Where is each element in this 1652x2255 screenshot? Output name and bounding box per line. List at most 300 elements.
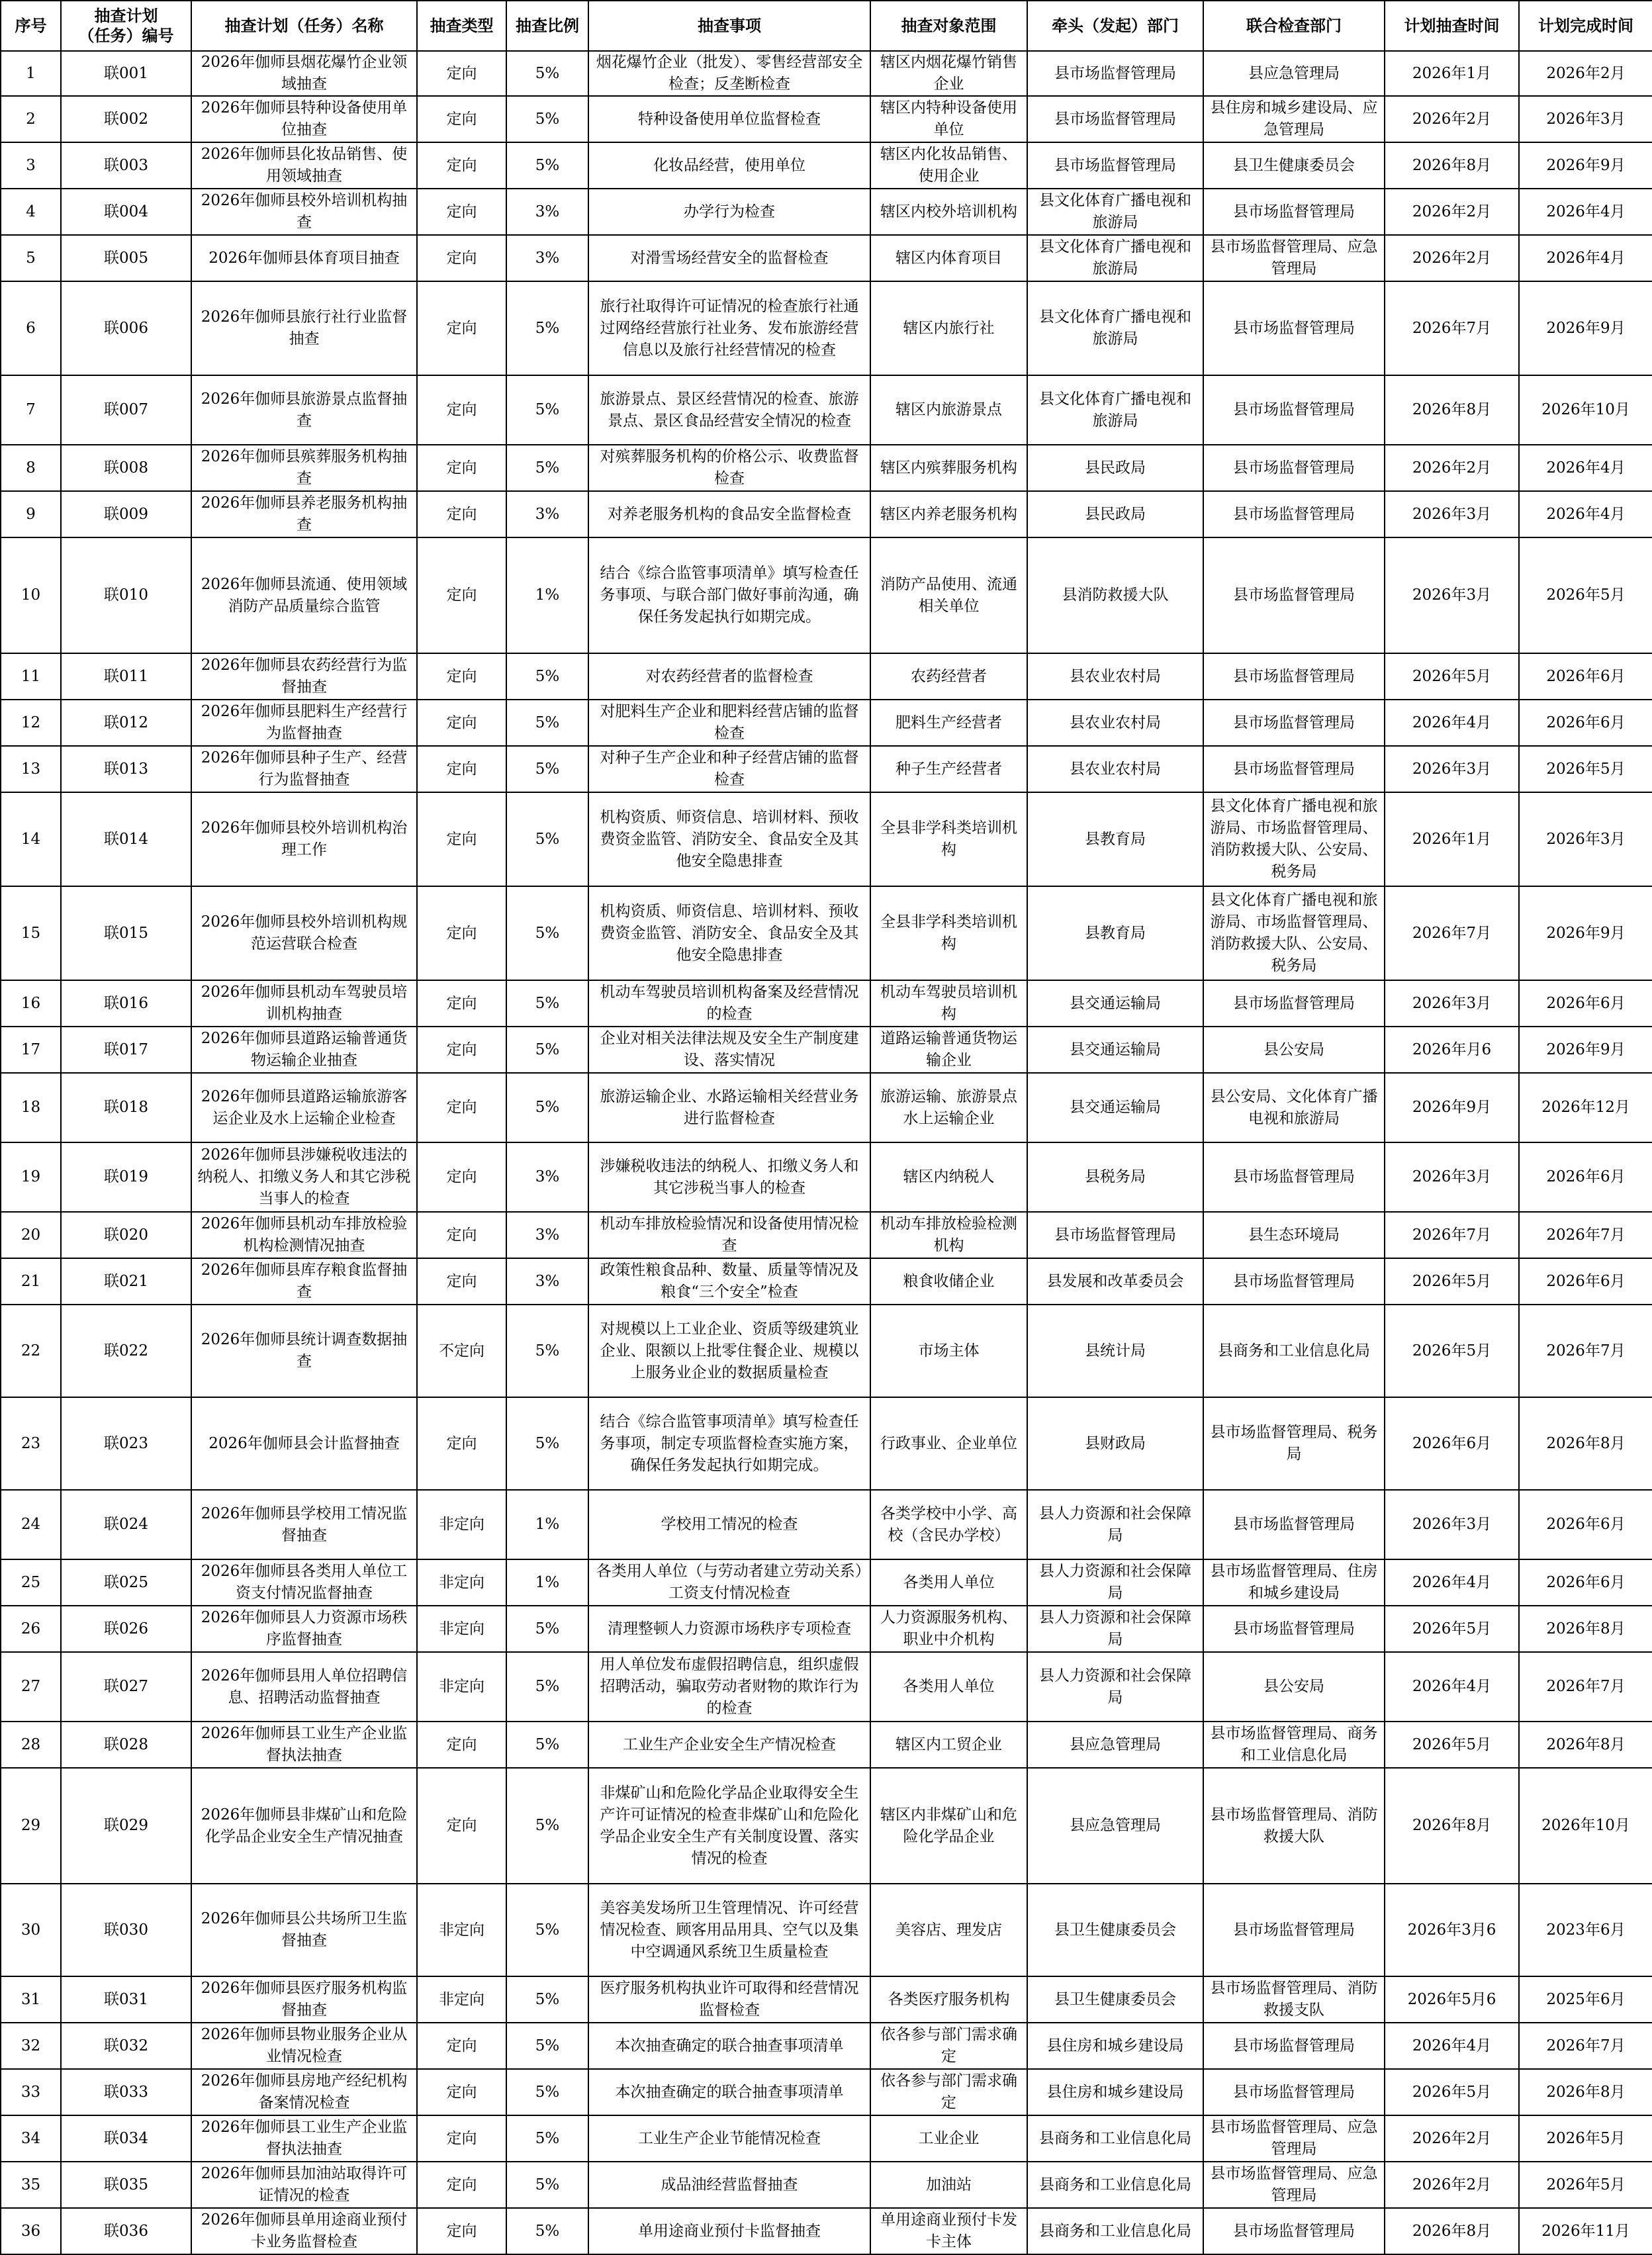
cell-items: 对肥料生产企业和肥料经营店铺的监督检查 [588, 700, 870, 746]
cell-seq: 14 [1, 792, 61, 886]
cell-finish-time: 2026年8月 [1519, 1606, 1652, 1652]
cell-joint-dept: 县市场监督管理局 [1203, 281, 1385, 375]
cell-ratio: 5% [506, 1606, 588, 1652]
table-row [1, 792, 1652, 886]
table-row [1, 2162, 1652, 2208]
cell-lead-dept: 县人力资源和社会保障局 [1027, 1606, 1203, 1652]
cell-joint-dept: 县市场监督管理局、住房和城乡建设局 [1203, 1559, 1385, 1606]
cell-scope: 辖区内化妆品销售、使用企业 [870, 142, 1027, 189]
cell-type: 非定向 [417, 1490, 506, 1559]
cell-type: 定向 [417, 375, 506, 445]
cell-joint-dept: 县卫生健康委员会 [1203, 142, 1385, 189]
cell-type: 定向 [417, 2069, 506, 2115]
cell-seq: 12 [1, 700, 61, 746]
cell-task-name: 2026年伽师县校外培训机构规范运营联合检查 [191, 886, 417, 980]
cell-code: 联029 [61, 1768, 191, 1884]
cell-ratio: 5% [506, 96, 588, 142]
cell-finish-time: 2026年11月 [1519, 2208, 1652, 2254]
cell-items: 机构资质、师资信息、培训材料、预收费资金监管、消防安全、食品安全及其他安全隐患排查 [588, 792, 870, 886]
cell-joint-dept: 县生态环境局 [1203, 1212, 1385, 1258]
cell-code: 联022 [61, 1305, 191, 1397]
cell-plan-time: 2026年2月 [1385, 235, 1519, 281]
cell-code: 联016 [61, 980, 191, 1027]
cell-items: 工业生产企业节能情况检查 [588, 2115, 870, 2162]
cell-scope: 工业企业 [870, 2115, 1027, 2162]
cell-plan-time: 2026年5月6 [1385, 1976, 1519, 2023]
cell-finish-time: 2026年4月 [1519, 189, 1652, 235]
cell-lead-dept: 县发展和改革委员会 [1027, 1258, 1203, 1305]
cell-code: 联001 [61, 51, 191, 96]
cell-scope: 种子生产经营者 [870, 746, 1027, 792]
cell-plan-time: 2026年4月 [1385, 2023, 1519, 2069]
cell-joint-dept: 县商务和工业信息化局 [1203, 1305, 1385, 1397]
cell-seq: 9 [1, 491, 61, 537]
table-row [1, 1212, 1652, 1258]
table-row [1, 1652, 1652, 1722]
cell-scope: 旅游运输、旅游景点水上运输企业 [870, 1073, 1027, 1142]
cell-items: 机构资质、师资信息、培训材料、预收费资金监管、消防安全、食品安全及其他安全隐患排查 [588, 886, 870, 980]
cell-seq: 10 [1, 537, 61, 653]
cell-type: 定向 [417, 1027, 506, 1073]
cell-scope: 各类用人单位 [870, 1652, 1027, 1722]
cell-finish-time: 2026年9月 [1519, 886, 1652, 980]
cell-finish-time: 2026年10月 [1519, 375, 1652, 445]
cell-seq: 11 [1, 653, 61, 700]
cell-code: 联012 [61, 700, 191, 746]
cell-finish-time: 2026年6月 [1519, 1490, 1652, 1559]
cell-joint-dept: 县市场监督管理局 [1203, 1142, 1385, 1212]
cell-ratio: 5% [506, 2115, 588, 2162]
cell-plan-time: 2026年4月 [1385, 1559, 1519, 1606]
cell-joint-dept: 县文化体育广播电视和旅游局、市场监督管理局、消防救援大队、公安局、税务局 [1203, 792, 1385, 886]
table-row [1, 1606, 1652, 1652]
cell-type: 定向 [417, 281, 506, 375]
cell-task-name: 2026年伽师县机动车排放检验机构检测情况抽查 [191, 1212, 417, 1258]
header-task-name: 抽查计划（任务）名称 [191, 1, 417, 51]
cell-scope: 消防产品使用、流通相关单位 [870, 537, 1027, 653]
cell-finish-time: 2026年3月 [1519, 792, 1652, 886]
cell-ratio: 5% [506, 746, 588, 792]
cell-items: 工业生产企业安全生产情况检查 [588, 1722, 870, 1768]
cell-seq: 3 [1, 142, 61, 189]
cell-items: 用人单位发布虚假招聘信息，组织虚假招聘活动，骗取劳动者财物的欺诈行为的检查 [588, 1652, 870, 1722]
cell-joint-dept: 县市场监督管理局 [1203, 980, 1385, 1027]
cell-type: 定向 [417, 445, 506, 491]
cell-items: 单用途商业预付卡监督抽查 [588, 2208, 870, 2254]
cell-finish-time: 2026年9月 [1519, 1027, 1652, 1073]
cell-type: 定向 [417, 189, 506, 235]
cell-ratio: 3% [506, 1212, 588, 1258]
cell-scope: 机动车驾驶员培训机构 [870, 980, 1027, 1027]
table-row [1, 2023, 1652, 2069]
cell-ratio: 5% [506, 2069, 588, 2115]
cell-items: 对规模以上工业企业、资质等级建筑业企业、限额以上批零住餐企业、规模以上服务业企业的数据质量检查 [588, 1305, 870, 1397]
cell-type: 定向 [417, 653, 506, 700]
cell-lead-dept: 县教育局 [1027, 886, 1203, 980]
cell-code: 联035 [61, 2162, 191, 2208]
cell-items: 清理整顿人力资源市场秩序专项检查 [588, 1606, 870, 1652]
cell-scope: 辖区内旅行社 [870, 281, 1027, 375]
cell-lead-dept: 县市场监督管理局 [1027, 96, 1203, 142]
cell-plan-time: 2026年5月 [1385, 653, 1519, 700]
cell-code: 联004 [61, 189, 191, 235]
cell-task-name: 2026年伽师县旅游景点监督抽查 [191, 375, 417, 445]
cell-type: 定向 [417, 235, 506, 281]
cell-task-name: 2026年伽师县体育项目抽查 [191, 235, 417, 281]
cell-plan-time: 2026年8月 [1385, 1768, 1519, 1884]
cell-task-name: 2026年伽师县殡葬服务机构抽查 [191, 445, 417, 491]
table-row [1, 537, 1652, 653]
table-row [1, 142, 1652, 189]
cell-scope: 辖区内非煤矿山和危险化学品企业 [870, 1768, 1027, 1884]
cell-joint-dept: 县市场监督管理局、应急管理局 [1203, 2162, 1385, 2208]
cell-ratio: 1% [506, 537, 588, 653]
cell-code: 联033 [61, 2069, 191, 2115]
cell-scope: 市场主体 [870, 1305, 1027, 1397]
cell-joint-dept: 县市场监督管理局、应急管理局 [1203, 2115, 1385, 2162]
cell-joint-dept: 县市场监督管理局 [1203, 445, 1385, 491]
cell-seq: 34 [1, 2115, 61, 2162]
cell-joint-dept: 县市场监督管理局、商务和工业信息化局 [1203, 1722, 1385, 1768]
cell-scope: 行政事业、企业单位 [870, 1397, 1027, 1490]
cell-type: 定向 [417, 2115, 506, 2162]
cell-type: 定向 [417, 1212, 506, 1258]
table-row [1, 886, 1652, 980]
cell-lead-dept: 县教育局 [1027, 792, 1203, 886]
cell-plan-time: 2026年5月 [1385, 2069, 1519, 2115]
cell-plan-time: 2026年2月 [1385, 96, 1519, 142]
cell-joint-dept: 县市场监督管理局、税务局 [1203, 1397, 1385, 1490]
cell-code: 联027 [61, 1652, 191, 1722]
header-joint-dept: 联合检查部门 [1203, 1, 1385, 51]
cell-code: 联036 [61, 2208, 191, 2254]
cell-scope: 全县非学科类培训机构 [870, 792, 1027, 886]
cell-ratio: 5% [506, 375, 588, 445]
cell-task-name: 2026年伽师县库存粮食监督抽查 [191, 1258, 417, 1305]
cell-ratio: 5% [506, 142, 588, 189]
cell-joint-dept: 县市场监督管理局 [1203, 2208, 1385, 2254]
cell-task-name: 2026年伽师县工业生产企业监督执法抽查 [191, 1722, 417, 1768]
cell-seq: 2 [1, 96, 61, 142]
cell-scope: 辖区内体育项目 [870, 235, 1027, 281]
table-row [1, 2115, 1652, 2162]
cell-items: 对殡葬服务机构的价格公示、收费监督检查 [588, 445, 870, 491]
cell-scope: 辖区内纳税人 [870, 1142, 1027, 1212]
cell-ratio: 5% [506, 700, 588, 746]
cell-code: 联028 [61, 1722, 191, 1768]
cell-items: 涉嫌税收违法的纳税人、扣缴义务人和其它涉税当事人的检查 [588, 1142, 870, 1212]
cell-seq: 35 [1, 2162, 61, 2208]
cell-scope: 肥料生产经营者 [870, 700, 1027, 746]
header-finish-time: 计划完成时间 [1519, 1, 1652, 51]
table-row [1, 746, 1652, 792]
header-ratio: 抽查比例 [506, 1, 588, 51]
cell-lead-dept: 县应急管理局 [1027, 1768, 1203, 1884]
cell-joint-dept: 县市场监督管理局 [1203, 1490, 1385, 1559]
table-row [1, 375, 1652, 445]
cell-ratio: 5% [506, 1722, 588, 1768]
cell-type: 定向 [417, 746, 506, 792]
cell-items: 旅游运输企业、水路运输相关经营业务进行监督检查 [588, 1073, 870, 1142]
cell-seq: 27 [1, 1652, 61, 1722]
header-items: 抽查事项 [588, 1, 870, 51]
cell-code: 联011 [61, 653, 191, 700]
cell-scope: 辖区内养老服务机构 [870, 491, 1027, 537]
cell-joint-dept: 县市场监督管理局、消防救援支队 [1203, 1976, 1385, 2023]
cell-lead-dept: 县商务和工业信息化局 [1027, 2162, 1203, 2208]
cell-code: 联015 [61, 886, 191, 980]
cell-scope: 辖区内特种设备使用单位 [870, 96, 1027, 142]
cell-code: 联024 [61, 1490, 191, 1559]
cell-type: 定向 [417, 700, 506, 746]
table-row [1, 281, 1652, 375]
cell-items: 机动车排放检验情况和设备使用情况检查 [588, 1212, 870, 1258]
cell-plan-time: 2026年2月 [1385, 2115, 1519, 2162]
cell-task-name: 2026年伽师县涉嫌税收违法的纳税人、扣缴义务人和其它涉税当事人的检查 [191, 1142, 417, 1212]
table-row [1, 1305, 1652, 1397]
table-row [1, 1976, 1652, 2023]
table-row [1, 980, 1652, 1027]
cell-seq: 19 [1, 1142, 61, 1212]
cell-type: 不定向 [417, 1305, 506, 1397]
cell-ratio: 5% [506, 1073, 588, 1142]
cell-scope: 美容店、理发店 [870, 1884, 1027, 1976]
cell-lead-dept: 县文化体育广播电视和旅游局 [1027, 281, 1203, 375]
cell-code: 联020 [61, 1212, 191, 1258]
header-scope: 抽查对象范围 [870, 1, 1027, 51]
cell-scope: 单用途商业预付卡发卡主体 [870, 2208, 1027, 2254]
cell-lead-dept: 县人力资源和社会保障局 [1027, 1559, 1203, 1606]
cell-items: 各类用人单位（与劳动者建立劳动关系）工资支付情况检查 [588, 1559, 870, 1606]
cell-plan-time: 2026年7月 [1385, 886, 1519, 980]
cell-ratio: 3% [506, 189, 588, 235]
cell-lead-dept: 县交通运输局 [1027, 1027, 1203, 1073]
cell-plan-time: 2026年3月 [1385, 980, 1519, 1027]
cell-scope: 各类用人单位 [870, 1559, 1027, 1606]
cell-joint-dept: 县市场监督管理局 [1203, 700, 1385, 746]
cell-joint-dept: 县市场监督管理局、应急管理局 [1203, 235, 1385, 281]
cell-joint-dept: 县市场监督管理局 [1203, 1884, 1385, 1976]
cell-scope: 各类学校中小学、高校（含民办学校） [870, 1490, 1027, 1559]
cell-task-name: 2026年伽师县物业服务企业从业情况检查 [191, 2023, 417, 2069]
cell-task-name: 2026年伽师县统计调查数据抽查 [191, 1305, 417, 1397]
cell-task-name: 2026年伽师县学校用工情况监督抽查 [191, 1490, 417, 1559]
cell-items: 对滑雪场经营安全的监督检查 [588, 235, 870, 281]
cell-code: 联019 [61, 1142, 191, 1212]
cell-lead-dept: 县人力资源和社会保障局 [1027, 1652, 1203, 1722]
cell-plan-time: 2026年2月 [1385, 2162, 1519, 2208]
cell-ratio: 5% [506, 886, 588, 980]
cell-lead-dept: 县卫生健康委员会 [1027, 1976, 1203, 2023]
cell-plan-time: 2026年5月 [1385, 1606, 1519, 1652]
cell-code: 联014 [61, 792, 191, 886]
cell-plan-time: 2026年6月 [1385, 1397, 1519, 1490]
cell-seq: 32 [1, 2023, 61, 2069]
cell-items: 非煤矿山和危险化学品企业取得安全生产许可证情况的检查非煤矿山和危险化学品企业安全生产有关制度设置、落实情况的检查 [588, 1768, 870, 1884]
header-seq: 序号 [1, 1, 61, 51]
cell-task-name: 2026年伽师县校外培训机构治理工作 [191, 792, 417, 886]
cell-type: 定向 [417, 2208, 506, 2254]
cell-finish-time: 2026年3月 [1519, 96, 1652, 142]
cell-seq: 31 [1, 1976, 61, 2023]
cell-items: 特种设备使用单位监督检查 [588, 96, 870, 142]
cell-lead-dept: 县人力资源和社会保障局 [1027, 1490, 1203, 1559]
cell-joint-dept: 县市场监督管理局 [1203, 746, 1385, 792]
cell-finish-time: 2026年8月 [1519, 2069, 1652, 2115]
cell-seq: 30 [1, 1884, 61, 1976]
cell-task-name: 2026年伽师县化妆品销售、使用领域抽查 [191, 142, 417, 189]
cell-finish-time: 2026年4月 [1519, 491, 1652, 537]
cell-items: 机动车驾驶员培训机构备案及经营情况的检查 [588, 980, 870, 1027]
table-row [1, 700, 1652, 746]
cell-seq: 28 [1, 1722, 61, 1768]
table-row [1, 1142, 1652, 1212]
cell-seq: 8 [1, 445, 61, 491]
cell-code: 联009 [61, 491, 191, 537]
cell-plan-time: 2026年月6 [1385, 1027, 1519, 1073]
cell-code: 联003 [61, 142, 191, 189]
cell-lead-dept: 县民政局 [1027, 445, 1203, 491]
cell-items: 企业对相关法律法规及安全生产制度建设、落实情况 [588, 1027, 870, 1073]
cell-scope: 各类医疗服务机构 [870, 1976, 1027, 2023]
cell-finish-time: 2026年7月 [1519, 1652, 1652, 1722]
cell-code: 联026 [61, 1606, 191, 1652]
cell-ratio: 5% [506, 653, 588, 700]
cell-plan-time: 2026年7月 [1385, 1212, 1519, 1258]
cell-task-name: 2026年伽师县单用途商业预付卡业务监督检查 [191, 2208, 417, 2254]
cell-ratio: 5% [506, 1305, 588, 1397]
cell-task-name: 2026年伽师县道路运输旅游客运企业及水上运输企业检查 [191, 1073, 417, 1142]
cell-finish-time: 2026年7月 [1519, 2023, 1652, 2069]
cell-task-name: 2026年伽师县人力资源市场秩序监督抽查 [191, 1606, 417, 1652]
cell-finish-time: 2026年8月 [1519, 1722, 1652, 1768]
cell-finish-time: 2026年5月 [1519, 746, 1652, 792]
cell-seq: 7 [1, 375, 61, 445]
cell-items: 结合《综合监管事项清单》填写检查任务事项，制定专项监督检查实施方案，确保任务发起执行如期完成。 [588, 1397, 870, 1490]
cell-seq: 29 [1, 1768, 61, 1884]
cell-seq: 4 [1, 189, 61, 235]
cell-task-name: 2026年伽师县农药经营行为监督抽查 [191, 653, 417, 700]
cell-finish-time: 2026年5月 [1519, 2162, 1652, 2208]
cell-lead-dept: 县交通运输局 [1027, 980, 1203, 1027]
cell-finish-time: 2026年6月 [1519, 980, 1652, 1027]
cell-scope: 人力资源服务机构、职业中介机构 [870, 1606, 1027, 1652]
cell-plan-time: 2026年5月 [1385, 1305, 1519, 1397]
header-type: 抽查类型 [417, 1, 506, 51]
header-code: 抽查计划 （任务）编号 [61, 1, 191, 51]
cell-plan-time: 2026年1月 [1385, 792, 1519, 886]
cell-seq: 25 [1, 1559, 61, 1606]
cell-lead-dept: 县统计局 [1027, 1305, 1203, 1397]
table-row [1, 491, 1652, 537]
cell-items: 医疗服务机构执业许可取得和经营情况监督检查 [588, 1976, 870, 2023]
cell-scope: 辖区内旅游景点 [870, 375, 1027, 445]
cell-lead-dept: 县卫生健康委员会 [1027, 1884, 1203, 1976]
cell-task-name: 2026年伽师县特种设备使用单位抽查 [191, 96, 417, 142]
cell-lead-dept: 县农业农村局 [1027, 653, 1203, 700]
cell-seq: 24 [1, 1490, 61, 1559]
cell-lead-dept: 县农业农村局 [1027, 700, 1203, 746]
cell-seq: 15 [1, 886, 61, 980]
cell-lead-dept: 县农业农村局 [1027, 746, 1203, 792]
cell-task-name: 2026年伽师县加油站取得许可证情况的检查 [191, 2162, 417, 2208]
cell-code: 联010 [61, 537, 191, 653]
cell-type: 定向 [417, 2023, 506, 2069]
cell-finish-time: 2026年6月 [1519, 1559, 1652, 1606]
cell-code: 联032 [61, 2023, 191, 2069]
cell-seq: 18 [1, 1073, 61, 1142]
cell-seq: 16 [1, 980, 61, 1027]
cell-type: 定向 [417, 1258, 506, 1305]
cell-task-name: 2026年伽师县各类用人单位工资支付情况监督抽查 [191, 1559, 417, 1606]
cell-task-name: 2026年伽师县烟花爆竹企业领域抽查 [191, 51, 417, 96]
cell-finish-time: 2026年7月 [1519, 1212, 1652, 1258]
cell-finish-time: 2026年6月 [1519, 700, 1652, 746]
cell-finish-time: 2026年4月 [1519, 445, 1652, 491]
cell-joint-dept: 县市场监督管理局 [1203, 1258, 1385, 1305]
cell-joint-dept: 县公安局 [1203, 1652, 1385, 1722]
cell-plan-time: 2026年2月 [1385, 445, 1519, 491]
cell-ratio: 1% [506, 1559, 588, 1606]
cell-ratio: 5% [506, 51, 588, 96]
cell-seq: 22 [1, 1305, 61, 1397]
cell-code: 联002 [61, 96, 191, 142]
cell-plan-time: 2026年3月6 [1385, 1884, 1519, 1976]
cell-joint-dept: 县市场监督管理局 [1203, 189, 1385, 235]
cell-code: 联023 [61, 1397, 191, 1490]
cell-ratio: 3% [506, 491, 588, 537]
cell-items: 本次抽查确定的联合抽查事项清单 [588, 2069, 870, 2115]
cell-plan-time: 2026年4月 [1385, 700, 1519, 746]
cell-ratio: 5% [506, 445, 588, 491]
cell-finish-time: 2026年6月 [1519, 653, 1652, 700]
cell-joint-dept: 县公安局、文化体育广播电视和旅游局 [1203, 1073, 1385, 1142]
cell-code: 联006 [61, 281, 191, 375]
cell-plan-time: 2026年5月 [1385, 1258, 1519, 1305]
header-row [1, 1, 1652, 51]
cell-type: 定向 [417, 1073, 506, 1142]
cell-scope: 全县非学科类培训机构 [870, 886, 1027, 980]
cell-type: 非定向 [417, 1606, 506, 1652]
cell-lead-dept: 县消防救援大队 [1027, 537, 1203, 653]
cell-task-name: 2026年伽师县非煤矿山和危险化学品企业安全生产情况抽查 [191, 1768, 417, 1884]
cell-seq: 26 [1, 1606, 61, 1652]
header-plan-time: 计划抽查时间 [1385, 1, 1519, 51]
cell-items: 学校用工情况的检查 [588, 1490, 870, 1559]
cell-finish-time: 2026年5月 [1519, 2115, 1652, 2162]
cell-plan-time: 2026年3月 [1385, 537, 1519, 653]
cell-joint-dept: 县市场监督管理局 [1203, 653, 1385, 700]
cell-seq: 13 [1, 746, 61, 792]
cell-seq: 20 [1, 1212, 61, 1258]
cell-code: 联007 [61, 375, 191, 445]
cell-joint-dept: 县住房和城乡建设局、应急管理局 [1203, 96, 1385, 142]
cell-task-name: 2026年伽师县房地产经纪机构备案情况检查 [191, 2069, 417, 2115]
cell-ratio: 5% [506, 1027, 588, 1073]
cell-lead-dept: 县交通运输局 [1027, 1073, 1203, 1142]
cell-seq: 21 [1, 1258, 61, 1305]
cell-lead-dept: 县财政局 [1027, 1397, 1203, 1490]
cell-scope: 辖区内烟花爆竹销售企业 [870, 51, 1027, 96]
cell-finish-time: 2026年2月 [1519, 51, 1652, 96]
cell-code: 联021 [61, 1258, 191, 1305]
cell-items: 对养老服务机构的食品安全监督检查 [588, 491, 870, 537]
cell-code: 联005 [61, 235, 191, 281]
cell-type: 定向 [417, 51, 506, 96]
cell-items: 烟花爆竹企业（批发）、零售经营部安全检查；反垄断检查 [588, 51, 870, 96]
cell-ratio: 5% [506, 2208, 588, 2254]
cell-items: 办学行为检查 [588, 189, 870, 235]
